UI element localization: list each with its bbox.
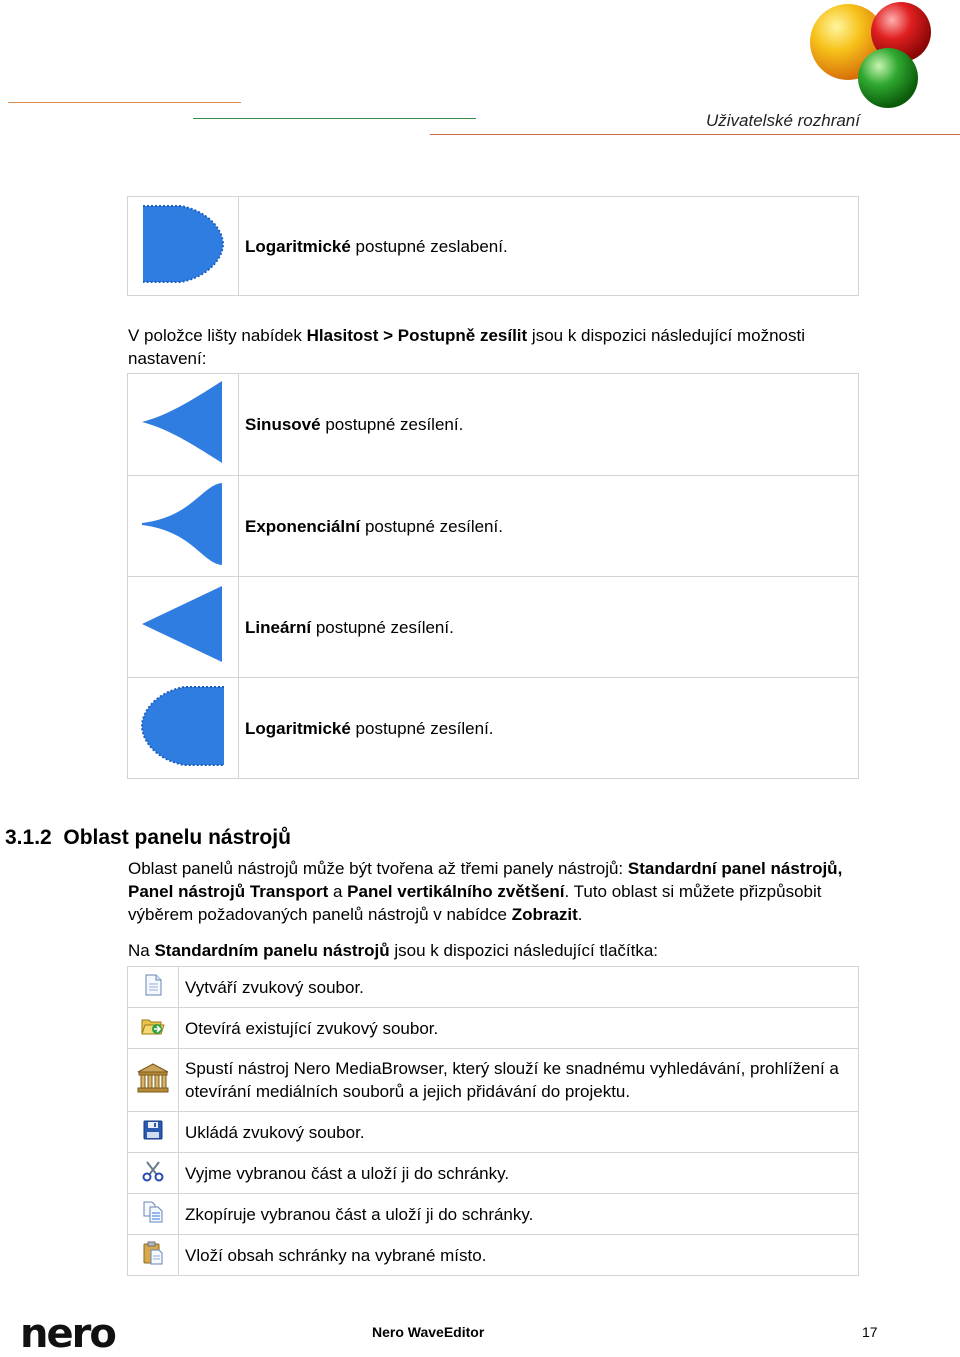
menu-fade-in: Postupně zesílit: [397, 326, 528, 345]
intro-paragraph: [128, 324, 858, 370]
page-header-title: Uživatelské rozhraní: [705, 111, 860, 130]
open-file-icon: [141, 1016, 165, 1036]
icon-cell: [128, 1194, 179, 1235]
footer-page-number: 17: [862, 1324, 878, 1340]
footer-product-name: Nero WaveEditor: [372, 1324, 485, 1340]
toolbar-buttons-table: [127, 966, 859, 1276]
toolbar-name-standard: Standardní panel nástrojů: [627, 859, 838, 878]
media-browser-icon: [136, 1062, 170, 1094]
para-text: Oblast panelů nástrojů může být tvořena až třemi panely nástrojů:: [128, 859, 628, 878]
toolbar-area-paragraph: [128, 857, 858, 926]
copy-icon: [142, 1201, 164, 1223]
standard-toolbar-intro: [128, 939, 858, 962]
description-cell: Ukládá zvukový soubor.: [179, 1112, 859, 1153]
table-row: [128, 1235, 859, 1276]
option-description: postupné zesílení.: [320, 415, 464, 434]
table-row: [128, 1049, 859, 1112]
icon-cell: [128, 1008, 179, 1049]
table-row: [128, 1112, 859, 1153]
table-row: [128, 1194, 859, 1235]
option-description: postupné zesílení.: [311, 617, 454, 637]
table-row: [128, 1153, 859, 1194]
cut-icon: [142, 1160, 164, 1182]
option-name: Exponenciální: [245, 516, 361, 536]
fade-in-table: [127, 373, 859, 779]
para-text: Na: [128, 941, 155, 960]
description-cell: [239, 197, 859, 296]
intro-text: V položce lišty nabídek: [128, 326, 307, 345]
option-name: Logaritmické: [245, 236, 351, 256]
option-description: postupné zesílení.: [360, 516, 503, 536]
option-name: Sinusové: [245, 415, 321, 434]
description-cell: Zkopíruje vybranou část a uloží ji do schránky.: [179, 1194, 859, 1235]
save-icon: [143, 1120, 163, 1140]
icon-cell: [128, 967, 179, 1008]
para-text: .: [577, 905, 583, 924]
table-row: [128, 197, 859, 296]
table-row: [128, 1008, 859, 1049]
para-text: . Tuto oblast si můžete přizpůsobit výběrem požadovaných panelů nástrojů v nabídce: [128, 882, 822, 924]
table-row: [128, 374, 859, 476]
icon-cell: [128, 1112, 179, 1153]
header-line-orange: [8, 102, 241, 103]
para-text: jsou k dispozici následující tlačítka:: [389, 941, 659, 960]
menu-view: Zobrazit: [511, 905, 578, 924]
header-line-red: [430, 134, 960, 135]
menu-separator: >: [378, 326, 398, 345]
icon-cell: [128, 1153, 179, 1194]
icon-cell: [128, 1049, 179, 1112]
icon-cell: [128, 197, 239, 296]
description-cell: [239, 476, 859, 577]
logarithmic-fade-in-icon: [140, 683, 226, 769]
sine-fade-in-icon: [140, 379, 226, 465]
paste-icon: [142, 1241, 164, 1265]
icon-cell: [128, 577, 239, 678]
option-name: Logaritmické: [245, 718, 351, 738]
table-row: [128, 967, 859, 1008]
option-description: postupné zeslabení.: [350, 236, 508, 256]
toolbar-name-zoom: Panel vertikálního zvětšení: [347, 882, 565, 901]
description-cell: Vyjme vybranou část a uloží ji do schránky.: [179, 1153, 859, 1194]
description-cell: Vloží obsah schránky na vybrané místo.: [179, 1235, 859, 1276]
logarithmic-fade-out-icon: [141, 202, 225, 286]
intro-text-end: jsou k dispozici následující možnosti nastavení:: [128, 326, 805, 368]
description-cell: Vytváří zvukový soubor.: [179, 967, 859, 1008]
icon-cell: [128, 374, 239, 476]
nero-balls-logo: [806, 0, 936, 110]
menu-volume: Hlasitost: [306, 326, 379, 345]
toolbar-name-transport: Panel nástrojů Transport: [128, 882, 329, 901]
table-row: [128, 577, 859, 678]
nero-logo: nero: [20, 1311, 115, 1357]
description-cell: [239, 374, 859, 476]
icon-cell: [128, 678, 239, 779]
toolbar-name-standard-ref: Standardním panelu nástrojů: [154, 941, 390, 960]
icon-cell: [128, 476, 239, 577]
option-description: postupné zesílení.: [350, 718, 494, 738]
option-name: Lineární: [245, 617, 312, 637]
new-file-icon: [143, 974, 163, 996]
icon-cell: [128, 1235, 179, 1276]
fade-out-table: [127, 196, 859, 296]
para-sep: ,: [837, 859, 843, 878]
description-cell: [239, 577, 859, 678]
exponential-fade-in-icon: [140, 481, 226, 567]
description-cell: Otevírá existující zvukový soubor.: [179, 1008, 859, 1049]
section-heading: 3.1.2 Oblast panelu nástrojů: [5, 826, 291, 849]
para-text: a: [328, 882, 348, 901]
header-line-green: [193, 118, 476, 119]
table-row: [128, 678, 859, 779]
description-cell: [239, 678, 859, 779]
description-cell: Spustí nástroj Nero MediaBrowser, který slouží ke snadnému vyhledávání, prohlížení a otevírání mediálních souborů a jejich přidávání do projektu.: [179, 1049, 859, 1112]
table-row: [128, 476, 859, 577]
linear-fade-in-icon: [140, 582, 226, 668]
